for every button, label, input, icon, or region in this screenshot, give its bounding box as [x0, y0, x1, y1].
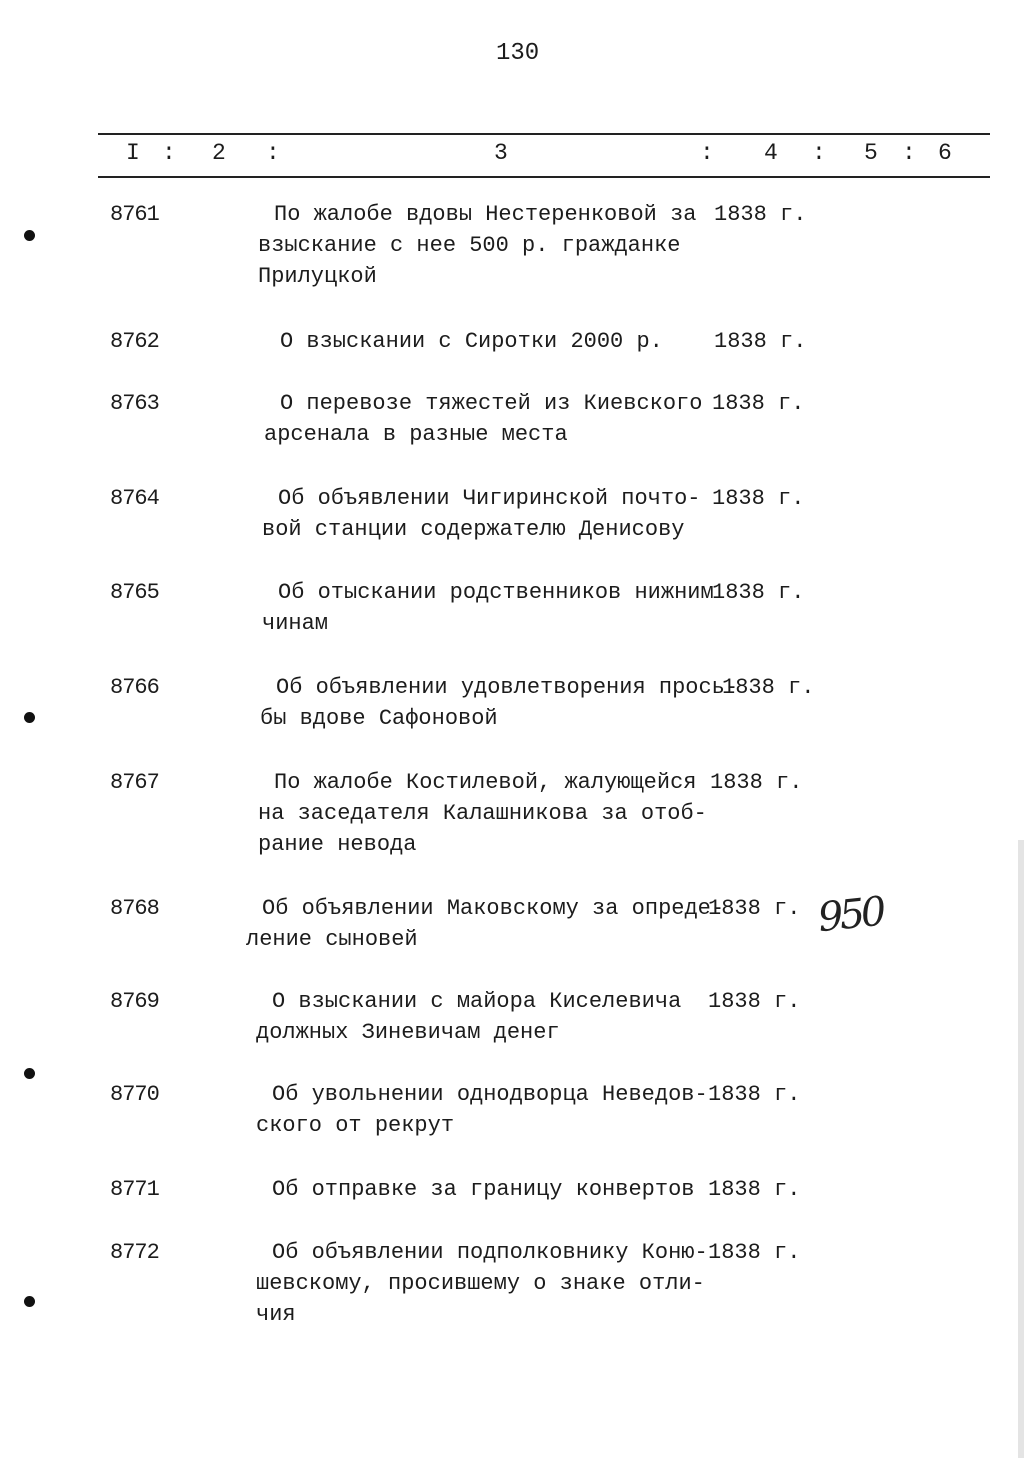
description-line: Об объявлении Маковскому за опреде-: [262, 896, 725, 921]
handwritten-margin-note: 950: [815, 888, 885, 942]
entry-description: [246, 893, 725, 955]
column-header-3: 3: [494, 140, 508, 166]
description-line: О перевозе тяжестей из Киевского: [280, 391, 703, 416]
entry-number: 8764: [110, 486, 159, 511]
column-header-row: [0, 140, 1024, 170]
description-line: О взыскании с Сиротки 2000 р.: [280, 329, 663, 354]
entry-year: 1838 г.: [708, 989, 801, 1014]
header-bottom-rule: [98, 176, 990, 178]
column-separator: :: [902, 140, 916, 166]
column-header-5: 5: [864, 140, 878, 166]
entry-number: 8762: [110, 329, 159, 354]
entry-year: 1838 г.: [708, 1177, 801, 1202]
entry-number: 8763: [110, 391, 159, 416]
entry-number: 8768: [110, 896, 159, 921]
entry-number: 8769: [110, 989, 159, 1014]
entry-year: 1838 г.: [710, 770, 803, 795]
description-line: Об объявлении подполковнику Коню-: [272, 1240, 708, 1265]
description-line: Об объявлении удовлетворения прось-: [276, 675, 739, 700]
description-line: По жалобе Костилевой, жалующейся: [274, 770, 697, 795]
entry-description: [258, 767, 718, 860]
binding-punch-hole: [24, 1068, 35, 1079]
entry-description: [256, 1237, 716, 1330]
description-line: должных Зиневичам денег: [256, 1020, 560, 1045]
entry-number: 8772: [110, 1240, 159, 1265]
description-line: ление сыновей: [246, 927, 418, 952]
entry-number: 8766: [110, 675, 159, 700]
column-header-6: 6: [938, 140, 952, 166]
column-header-2: 2: [212, 140, 226, 166]
binding-punch-hole: [24, 1296, 35, 1307]
entry-number: 8771: [110, 1177, 159, 1202]
entry-description: [260, 672, 739, 734]
entry-description: [258, 199, 718, 292]
entry-description: [262, 483, 722, 545]
description-line: Об объявлении Чигиринской почто-: [278, 486, 701, 511]
description-line: чинам: [262, 611, 329, 636]
entry-year: 1838 г.: [714, 202, 807, 227]
entry-year: 1838 г.: [722, 675, 815, 700]
column-separator: :: [162, 140, 176, 166]
entry-description: [262, 577, 722, 639]
entry-year: 1838 г.: [712, 580, 805, 605]
entry-year: 1838 г.: [708, 896, 801, 921]
description-line: арсенала в разные места: [264, 422, 568, 447]
entry-description: [264, 388, 724, 450]
column-header-1: I: [126, 140, 140, 166]
page-number: 130: [496, 40, 540, 67]
entry-year: 1838 г.: [712, 391, 805, 416]
column-header-4: 4: [764, 140, 778, 166]
description-line: О взыскании с майора Киселевича: [272, 989, 682, 1014]
description-line: шевскому, просившему о знаке отли-: [256, 1271, 705, 1296]
entry-number: 8765: [110, 580, 159, 605]
description-line: бы вдове Сафоновой: [260, 706, 498, 731]
column-separator: :: [266, 140, 280, 166]
description-line: Об отыскании родственников нижним: [278, 580, 714, 605]
entry-year: 1838 г.: [714, 329, 807, 354]
description-line: чия: [256, 1302, 296, 1327]
entry-number: 8770: [110, 1082, 159, 1107]
description-line: рание невода: [258, 832, 417, 857]
description-line: взыскание с нее 500 р. гражданке: [258, 233, 681, 258]
entry-year: 1838 г.: [708, 1082, 801, 1107]
scan-edge-shadow: [1018, 840, 1024, 1458]
description-line: ского от рекрут: [256, 1113, 455, 1138]
column-separator: :: [812, 140, 826, 166]
description-line: По жалобе вдовы Нестеренковой за: [274, 202, 697, 227]
entry-description: [256, 986, 716, 1048]
entry-number: 8761: [110, 202, 159, 227]
description-line: Прилуцкой: [258, 264, 377, 289]
column-separator: :: [700, 140, 714, 166]
entry-number: 8767: [110, 770, 159, 795]
description-line: Об отправке за границу конвертов: [272, 1177, 695, 1202]
entry-year: 1838 г.: [712, 486, 805, 511]
entry-description: [256, 1174, 716, 1205]
entry-year: 1838 г.: [708, 1240, 801, 1265]
description-line: вой станции содержателю Денисову: [262, 517, 685, 542]
header-top-rule: [98, 133, 990, 135]
entry-description: [256, 1079, 716, 1141]
entry-description: [264, 326, 724, 357]
description-line: на заседателя Калашникова за отоб-: [258, 801, 707, 826]
binding-punch-hole: [24, 230, 35, 241]
binding-punch-hole: [24, 712, 35, 723]
description-line: Об увольнении однодворца Неведов-: [272, 1082, 708, 1107]
